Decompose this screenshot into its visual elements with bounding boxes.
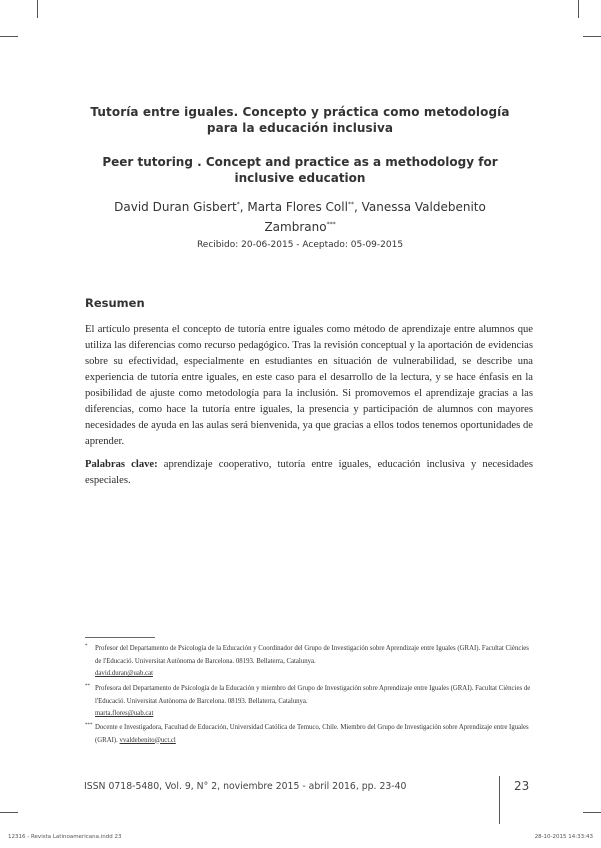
title-english-line-2: inclusive education: [234, 171, 366, 185]
author-mark: ***: [326, 221, 336, 228]
crop-mark: [37, 0, 38, 18]
abstract-heading: Resumen: [85, 296, 145, 310]
page-number: 23: [514, 779, 530, 793]
footnote-mark: ***: [85, 723, 93, 728]
author-mark: *: [236, 201, 240, 208]
footnote: [85, 722, 535, 747]
footnote-email-link[interactable]: david.duran@uab.cat: [95, 670, 153, 677]
crop-mark: [0, 36, 18, 37]
crop-mark: [583, 812, 601, 813]
footnote-text: Docente e Investigadora, Facultad de Educación, Universidad Católica de Temuco, Chile. Miembro del Grupo de Investigación sobre Aprendizaje entre Iguales (GRAI).: [95, 724, 529, 744]
footer-divider: [499, 776, 500, 824]
abstract-text: El artículo presenta el concepto de tutoría entre iguales como método de aprendizaje entre alumnos que utiliza las diferencias como recurso pedagógico. Tras la revisión conceptual y la aportación de evidencias sobre su efectividad, especialmente en estudiantes en situación de vulnerabilidad, se describe una experiencia de tutoría entre iguales, en este caso para el desarrollo de la lectura, y se hace énfasis en la posibilidad de ajuste como metodología para la inclusión. Si promovemos el aprendizaje gracias a las diferencias, como hace la tutoría entre iguales, la presencia y participación de alumnos con mayores necesidades de ayuda en las aulas será bienvenida, ya que gracias a ellos todos tenemos oportunidades de aprender.: [85, 324, 533, 447]
footnote: [85, 683, 535, 721]
author-mark: **: [347, 201, 354, 208]
crop-mark: [578, 0, 579, 18]
title-english-line-1: Peer tutoring . Concept and practice as a methodology for: [102, 155, 498, 169]
author-name: Vanessa Valdebenito: [361, 200, 486, 214]
authors: David Duran Gisbert*, Marta Flores Coll**, Vanessa Valdebenito Zambrano***: [114, 200, 486, 234]
author-name: David Duran Gisbert: [114, 200, 237, 214]
footnote-email-link[interactable]: vvaldebenito@uct.cl: [119, 736, 176, 744]
print-slug-timestamp: 28-10-2015 14:33:43: [534, 834, 593, 840]
keywords: [85, 457, 533, 489]
keywords-text: aprendizaje cooperativo, tutoría entre iguales, educación inclusiva y necesidades especiales.: [85, 459, 533, 486]
crop-mark: [0, 812, 18, 813]
title-english: [60, 154, 540, 186]
received-accepted-dates: Recibido: 20-06-2015 - Aceptado: 05-09-2015: [196, 240, 404, 250]
title-spanish-line-1: Tutoría entre iguales. Concepto y práctica como metodología: [90, 105, 510, 119]
footnote: [85, 643, 535, 681]
title-spanish: [60, 104, 540, 136]
title-spanish-line-2: para la educación inclusiva: [206, 121, 394, 135]
footnote-text: Profesora del Departamento de Psicología de la Educación y miembro del Grupo de Investigación sobre Aprendizaje entre Iguales (GRAI). Facultat Ciències de l'Educació. Universitat Autònoma de Barcelona. 08193. Bellaterra, Catalunya.: [95, 685, 531, 705]
crop-mark: [583, 36, 601, 37]
journal-citation: ISSN 0718-5480, Vol. 9, N° 2, noviembre 2015 - abril 2016, pp. 23-40: [84, 781, 407, 792]
print-slug-file: 12316 - Revista Latinoamericana.indd 23: [8, 834, 122, 840]
author-name: Zambrano: [264, 220, 327, 234]
footnote-mark: *: [85, 644, 88, 649]
footnote-text: Profesor del Departamento de Psicología de la Educación y Coordinador del Grupo de Investigación sobre Aprendizaje entre Iguales (GRAI). Facultat Ciències de l'Educació. Universitat Autònoma de Barcelona. 08193. Bellaterra, Catalunya.: [95, 645, 529, 665]
footnote-mark: **: [85, 684, 90, 689]
author-name: Marta Flores Coll: [247, 200, 348, 214]
keywords-label: Palabras clave:: [85, 459, 158, 470]
footnote-separator: [85, 637, 155, 638]
footnote-email-link[interactable]: marta.flores@uab.cat: [95, 710, 154, 717]
